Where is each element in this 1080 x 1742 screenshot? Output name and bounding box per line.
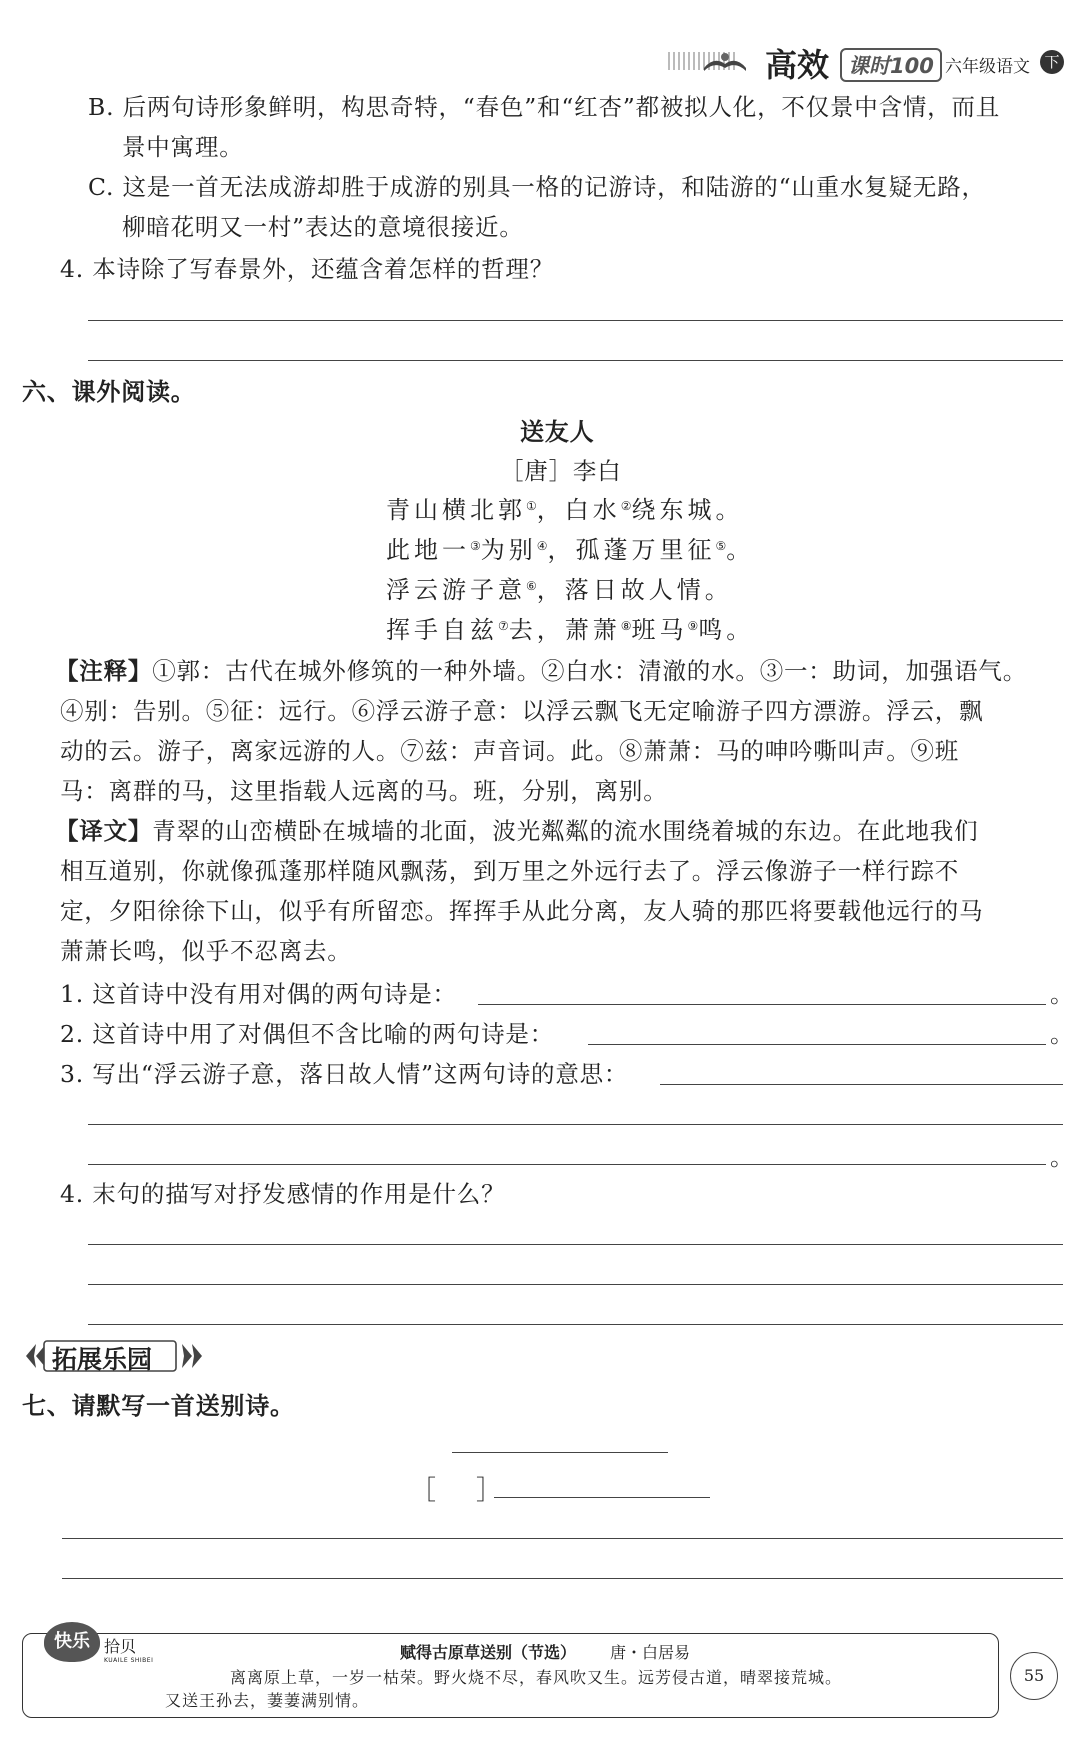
answer-line[interactable] [88,1164,1046,1165]
notes-line: 【注释】①郭：古代在城外修筑的一种外墙。②白水：清澈的水。③一：助词，加强语气。 [55,657,1028,685]
option-c-line2: 柳暗花明又一村”表达的意境很接近。 [122,213,524,241]
notes-line: ④别：告别。⑤征：远行。⑥浮云游子意：以浮云飘飞无定喻游子四方漂游。浮云，飘 [60,697,984,725]
footer-poem-line: 离离原上草，一岁一枯荣。野火烧不尽，春风吹又生。远芳侵古道，晴翠接荒城。 [230,1668,843,1687]
prev-question-4: 4. 本诗除了写春景外，还蕴含着怎样的哲理？ [60,255,554,283]
answer-line[interactable] [88,1284,1063,1285]
answer-line[interactable] [660,1084,1063,1085]
banner-title: 拓展乐园 [52,1345,153,1374]
answer-line[interactable] [88,360,1063,361]
question-2: 2. 这首诗中用了对偶但不含比喻的两句诗是： [60,1020,554,1048]
translation-line: 【译文】青翠的山峦横卧在城墙的北面，波光粼粼的流水围绕着城的东边。在此地我们 [55,817,979,845]
poem-title: 送友人 [520,418,595,446]
header-grade: 六年级语文 [945,57,1030,77]
question-3: 3. 写出“浮云游子意，落日故人情”这两句诗的意思： [60,1060,629,1088]
book-icon [700,48,750,74]
footer-logo-text: 拾贝 KUAILE SHIBEI [104,1637,154,1664]
poem-line: 此地一③为别④，孤蓬万里征⑤。 [386,536,755,564]
bracket-left: ［ [410,1476,437,1506]
header-course: 课时100 [840,48,942,82]
option-c-line1: C. 这是一首无法成游却胜于成游的别具一格的记游诗，和陆游的“山重水复疑无路， [88,173,986,201]
notes-line: 马：离群的马，这里指载人远离的马。班，分别，离别。 [60,777,668,805]
option-b-line2: 景中寓理。 [122,133,244,161]
end-mark: 。 [1050,1020,1075,1048]
bracket-right: ］ [476,1476,503,1506]
translation-line: 萧萧长鸣，似乎不忍离去。 [60,937,352,965]
poem-line: 浮云游子意⑥，落日故人情。 [386,576,733,604]
answer-line[interactable] [88,320,1063,321]
answer-line[interactable] [588,1044,1046,1045]
question-4: 4. 末句的描写对抒发感情的作用是什么？ [60,1180,506,1208]
answer-line[interactable] [88,1244,1063,1245]
poem-author-blank[interactable] [494,1497,710,1498]
answer-line[interactable] [88,1324,1063,1325]
notes-line: 动的云。游子，离家远游的人。⑦兹：声音词。此。⑧萧萧：马的呻吟嘶叫声。⑨班 [60,737,960,765]
header-title: 高效 [765,46,830,84]
end-mark: 。 [1050,980,1075,1008]
poem-title-blank[interactable] [452,1452,668,1453]
footer-logo: 快乐 [44,1622,100,1662]
header-volume-badge: 下 [1040,50,1064,74]
answer-line[interactable] [62,1538,1063,1539]
page-number: 55 [1010,1652,1058,1700]
question-1: 1. 这首诗中没有用对偶的两句诗是： [60,980,457,1008]
poem-line: 青山横北郭①，白水②绕东城。 [386,496,744,524]
answer-line[interactable] [478,1004,1046,1005]
footer-poem-author: 唐・白居易 [610,1643,691,1662]
footer-poem-title: 赋得古原草送别（节选） [400,1643,577,1662]
footer-poem-line: 又送王孙去，萋萋满别情。 [165,1691,370,1710]
answer-line[interactable] [62,1578,1063,1579]
answer-line[interactable] [88,1124,1063,1125]
translation-line: 相互道别，你就像孤蓬那样随风飘荡，到万里之外远行去了。浮云像游子一样行踪不 [60,857,960,885]
poem-line: 挥手自兹⑦去，萧萧⑧班马⑨鸣。 [386,616,755,644]
end-mark: 。 [1050,1143,1075,1171]
poem-author: ［唐］李白 [500,457,622,485]
section6-heading: 六、课外阅读。 [22,378,196,406]
section7-heading: 七、请默写一首送别诗。 [22,1392,295,1420]
option-b-line1: B. 后两句诗形象鲜明，构思奇特，“春色”和“红杏”都被拟人化，不仅景中含情，而且 [88,93,1001,121]
translation-line: 定，夕阳徐徐下山，似乎有所留恋。挥挥手从此分离，友人骑的那匹将要载他远行的马 [60,897,984,925]
